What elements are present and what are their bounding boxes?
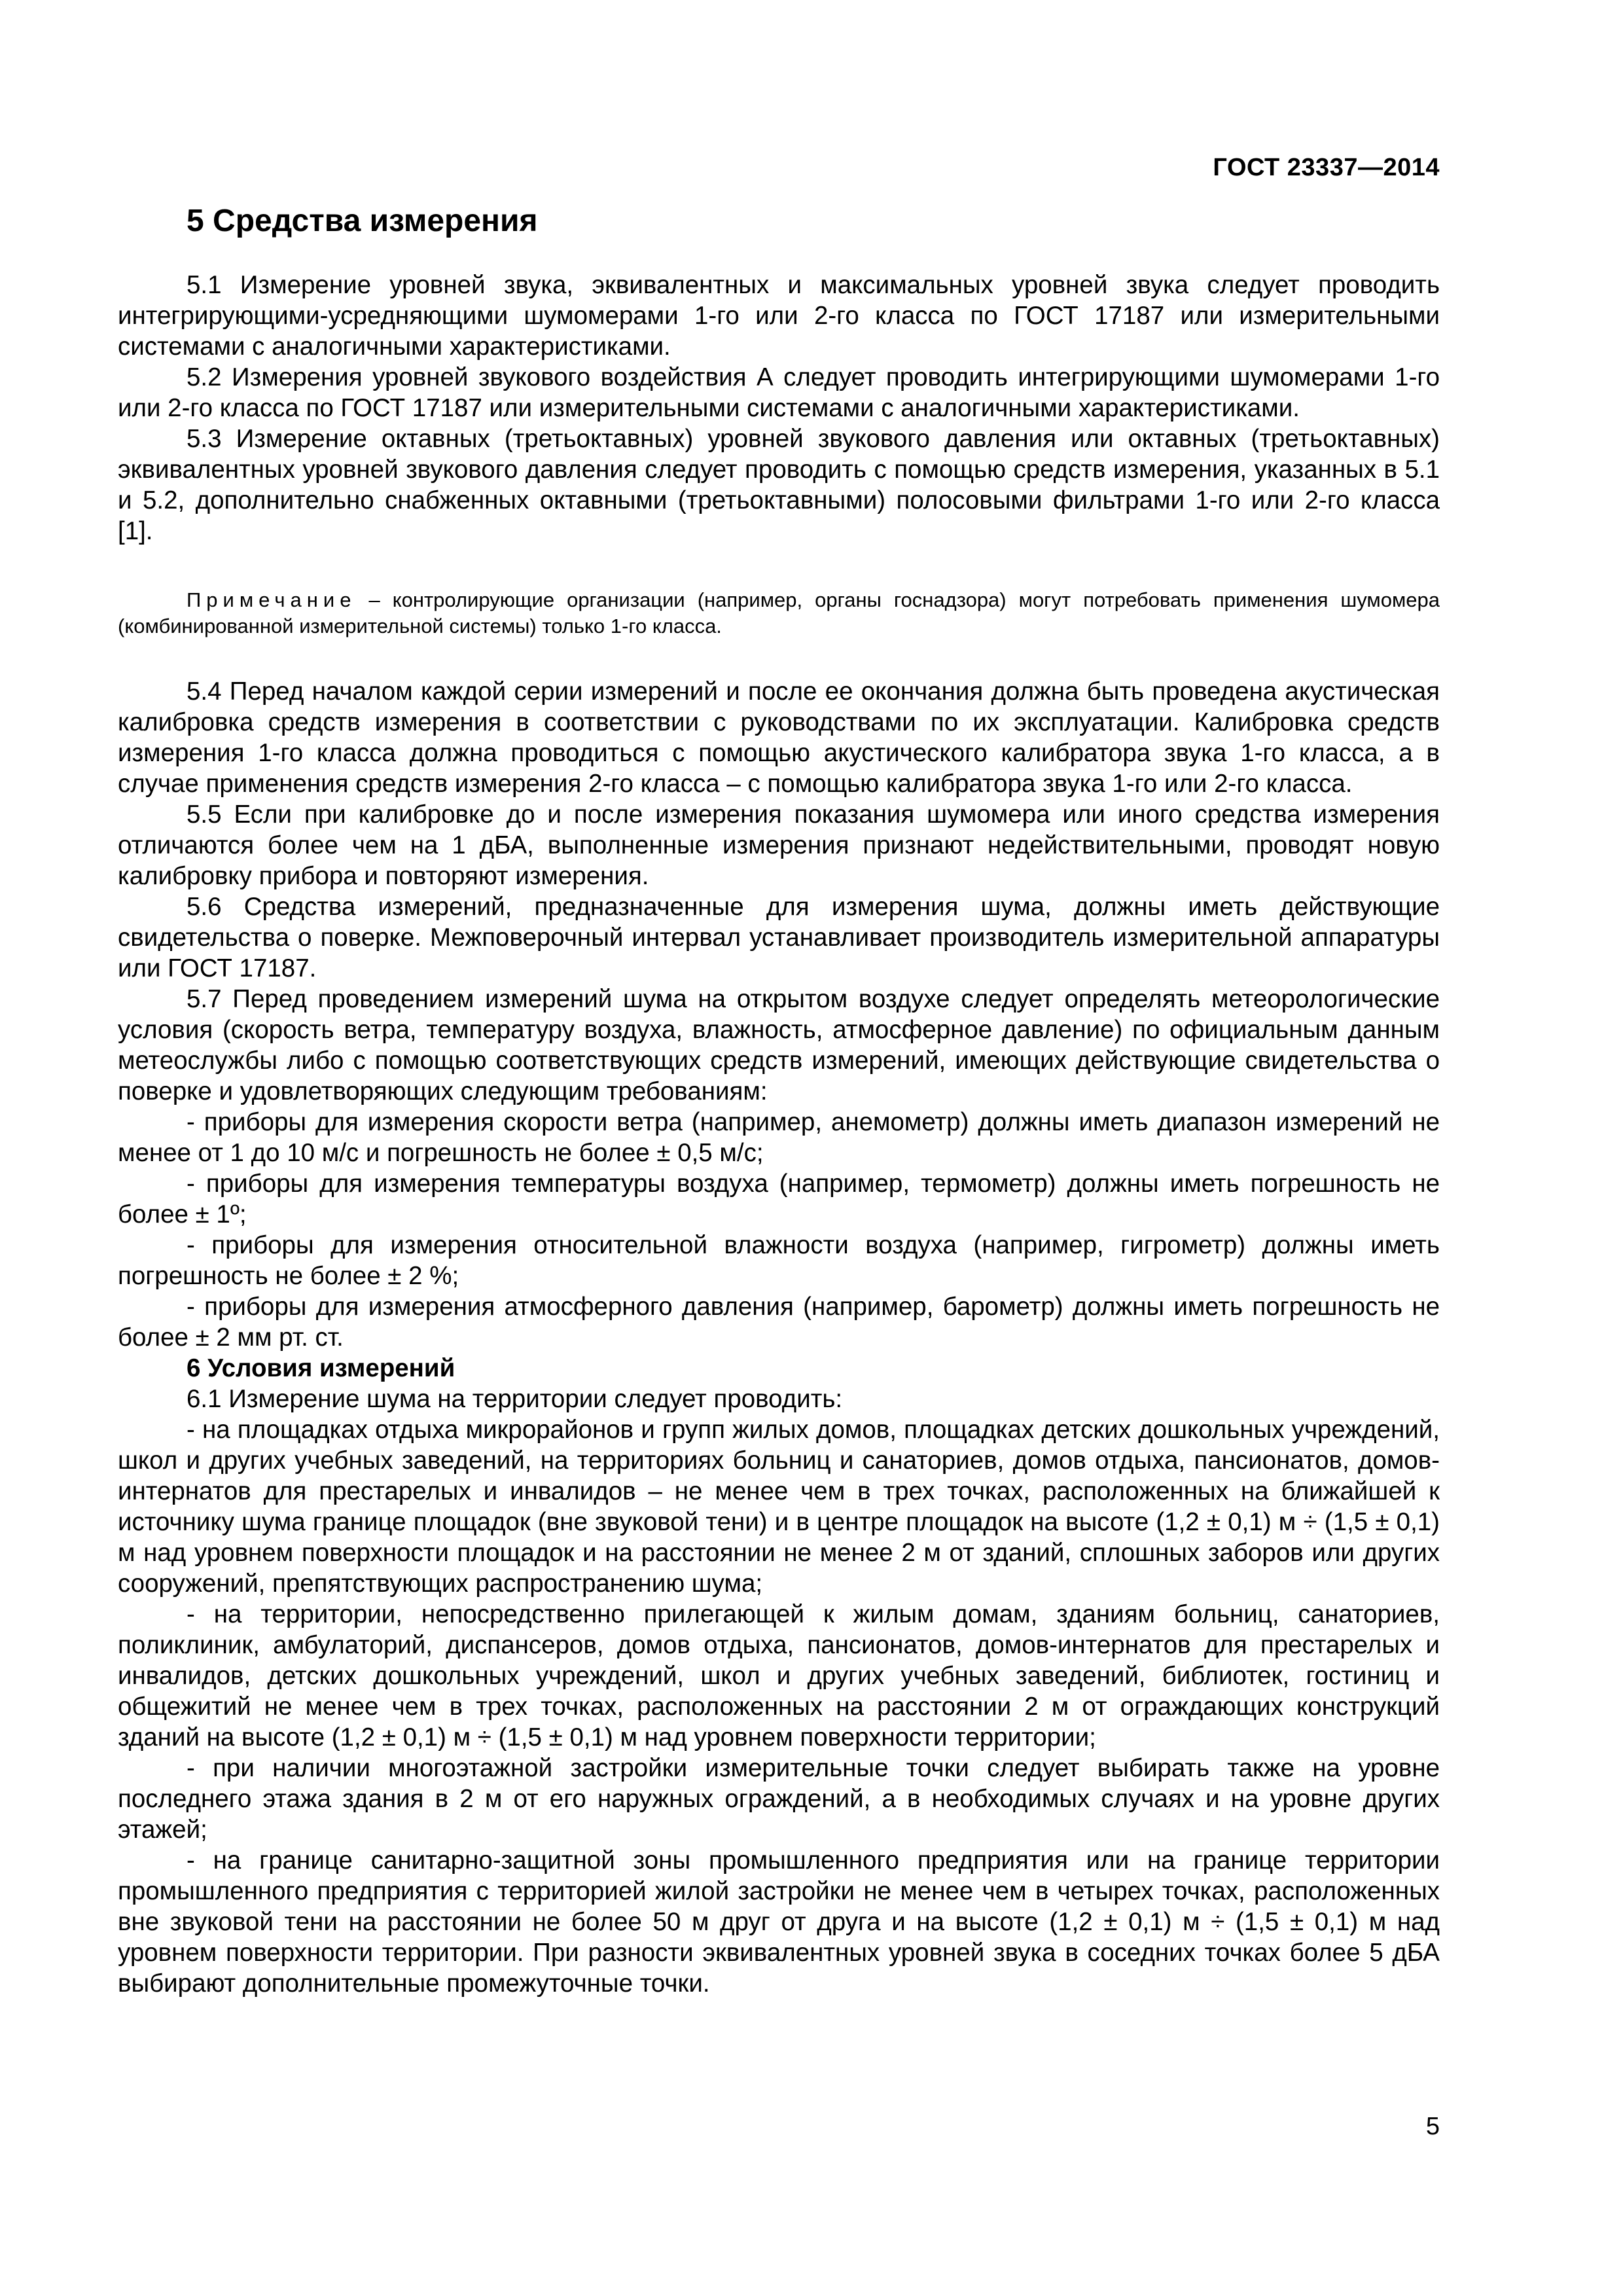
paragraph-5-1: 5.1 Измерение уровней звука, эквивалентных и максимальных уровней звука следует проводить интегрирующими-усредняющими шумомерами 1-го или 2-го класса по ГОСТ 17187 или измерительными системами с аналогичными характеристиками. [118, 271, 1440, 361]
paragraph-5-2: 5.2 Измерения уровней звукового воздействия А следует проводить интегрирующими шумомерами 1-го или 2-го класса по ГОСТ 17187 или измерительными системами с аналогичными характеристиками. [118, 363, 1440, 422]
list-item-playgrounds: - на площадках отдыха микрорайонов и групп жилых домов, площадках детских дошкольных учреждений, школ и других учебных заведений, на территориях больниц и санаториев, домов отдыха, пансионатов, домов-интернатов для престарелых и инвалидов – не менее чем в трех точках, расположенных на ближайшей к источнику шума границе площадок (вне звуковой тени) и в центре площадок на высоте (1,2 ± 0,1) м ÷ (1,5 ± 0,1) м над уровнем поверхности площадок и на расстоянии не менее 2 м от зданий, сплошных заборов или других сооружений, препятствующих распространению шума; [118, 1416, 1440, 1598]
paragraph-6-1: 6.1 Измерение шума на территории следует проводить: [187, 1385, 843, 1413]
section-6-title: 6 Условия измерений [187, 1354, 455, 1382]
paragraph-5-4: 5.4 Перед началом каждой серии измерений и после ее окончания должна быть проведена акустическая калибровка средств измерения в соответствии с руководствами по их эксплуатации. Калибровка средств измерения 1-го класса должна проводиться с помощью акустического калибратора звука 1-го класса, а в случае применения средств измерения 2-го класса – с помощью калибратора звука 1-го или 2-го класса. [118, 677, 1440, 798]
document-code: ГОСТ 23337—2014 [1213, 154, 1440, 181]
paragraph-5-7: 5.7 Перед проведением измерений шума на открытом воздухе следует определять метеорологические условия (скорость ветра, температуру воздуха, влажность, атмосферное давление) по официальным данным метеослужбы либо с помощью соответствующих средств измерений, имеющих действующие свидетельства о поверке и удовлетворяющих следующим требованиям: [118, 985, 1440, 1105]
list-item-multistorey: - при наличии многоэтажной застройки измерительные точки следует выбирать также на уровне последнего этажа здания в 2 м от его наружных ограждений, а в необходимых случаях и на уровне других этажей; [118, 1754, 1440, 1844]
list-item-wind: - приборы для измерения скорости ветра (например, анемометр) должны иметь диапазон измерений не менее от 1 до 10 м/с и погрешность не более ± 0,5 м/с; [118, 1108, 1440, 1167]
list-item-adjacent-territory: - на территории, непосредственно прилегающей к жилым домам, зданиям больниц, санаториев, поликлиник, амбулаторий, диспансеров, домов отдыха, пансионатов, домов-интернатов для престарелых и инвалидов, детских дошкольных учреждений, школ и других учебных заведений, библиотек, гостиниц и общежитий не менее чем в трех точках, расположенных на расстоянии 2 м от ограждающих конструкций зданий на высоте (1,2 ± 0,1) м ÷ (1,5 ± 0,1) м над уровнем поверхности территории; [118, 1600, 1440, 1751]
list-item-humidity: - приборы для измерения относительной влажности воздуха (например, гигрометр) должны иметь погрешность не более ± 2 %; [118, 1231, 1440, 1290]
page-number: 5 [1425, 2113, 1440, 2140]
paragraph-5-6: 5.6 Средства измерений, предназначенные для измерения шума, должны иметь действующие свидетельства о поверке. Межповерочный интервал устанавливает производитель измерительной аппаратуры или ГОСТ 17187. [118, 893, 1440, 982]
note-label: Примечание [187, 588, 357, 611]
section-5-title: 5 Средства измерения [187, 204, 538, 238]
paragraph-5-3: 5.3 Измерение октавных (третьоктавных) уровней звукового давления или октавных (третьоктавных) эквивалентных уровней звукового давления следует проводить с помощью средств измерения, указанных в 5.1 и 5.2, дополнительно снабженных октавными (третьоктавными) полосовыми фильтрами 1-го или 2-го класса [1]. [118, 425, 1440, 545]
paragraph-5-5: 5.5 Если при калибровке до и после измерения показания шумомера или иного средства измерения отличаются более чем на 1 дБА, выполненные измерения признают недействительными, проводят новую калибровку прибора и повторяют измерения. [118, 800, 1440, 890]
document-body [118, 203, 1440, 1999]
list-item-temperature: - приборы для измерения температуры воздуха (например, термометр) должны иметь погрешность не более ± 1º; [118, 1170, 1440, 1229]
note [118, 587, 1440, 639]
list-item-sanitary-zone: - на границе санитарно-защитной зоны промышленного предприятия или на границе территории промышленного предприятия с территорией жилой застройки не менее чем в четырех точках, расположенных вне звуковой тени на расстоянии не более 50 м друг от друга и на высоте (1,2 ± 0,1) м ÷ (1,5 ± 0,1) м над уровнем поверхности территории. При разности эквивалентных уровней звука в соседних точках более 5 дБА выбирают дополнительные промежуточные точки. [118, 1846, 1440, 1998]
list-item-pressure: - приборы для измерения атмосферного давления (например, барометр) должны иметь погрешность не более ± 2 мм рт. ст. [118, 1293, 1440, 1352]
note-text: – контролирующие организации (например, органы госнадзора) могут потребовать применения шумомера (комбинированной измерительной системы) только 1-го класса. [118, 588, 1440, 637]
